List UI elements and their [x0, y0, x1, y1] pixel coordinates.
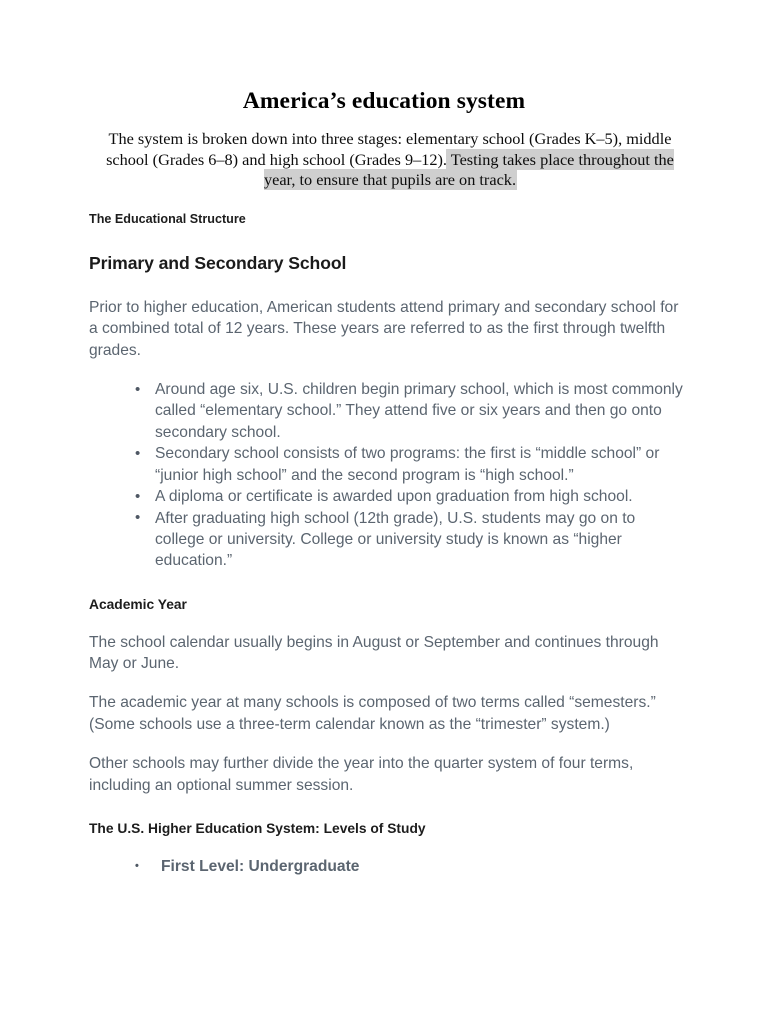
bullet-list-levels-of-study [89, 856, 684, 877]
document-body [0, 211, 768, 878]
section-heading-higher-education-levels: The U.S. Higher Education System: Levels of Study [89, 821, 426, 837]
intro-paragraph [0, 115, 768, 191]
list-item: • Around age six, U.S. children begin primary school, which is most commonly called “elementary school.” They attend five or six years and then go onto secondary school. [135, 379, 684, 443]
page-title: America’s education system [242, 88, 526, 114]
paragraph: Prior to higher education, American students attend primary and secondary school for a combined total of 12 years. These years are referred to as the first through twelfth grades. [89, 298, 679, 359]
section-heading-primary-and-secondary-school: Primary and Secondary School [89, 252, 347, 273]
paragraph: The academic year at many schools is composed of two terms called “semesters.” (Some schools use a three-term calendar known as the “trimester” system.) [89, 694, 656, 733]
intro-plain-text: The system is broken down into three stages: elementary school (Grades K–5), middle school (Grades 6–8) and high school (Grades 9–12). [106, 129, 672, 169]
list-item: • A diploma or certificate is awarded upon graduation from high school. [135, 486, 684, 507]
section-heading-academic-year: Academic Year [89, 596, 187, 612]
intro-highlighted-text: Testing takes place throughout the year, to ensure that pupils are on track. [263, 149, 674, 190]
list-item: • Secondary school consists of two programs: the first is “middle school” or “junior high school” and the second program is “high school.” [135, 443, 684, 486]
list-item: • After graduating high school (12th grade), U.S. students may go on to college or university. College or university study is known as “higher education.” [135, 508, 684, 572]
list-item: • First Level: Undergraduate [135, 856, 684, 877]
paragraph: Other schools may further divide the year into the quarter system of four terms, including an optional summer session. [89, 755, 634, 794]
paragraph: The school calendar usually begins in August or September and continues through May or June. [89, 633, 659, 673]
mini-heading-educational-structure: The Educational Structure [89, 211, 246, 226]
bullet-list-primary-secondary [89, 379, 684, 572]
